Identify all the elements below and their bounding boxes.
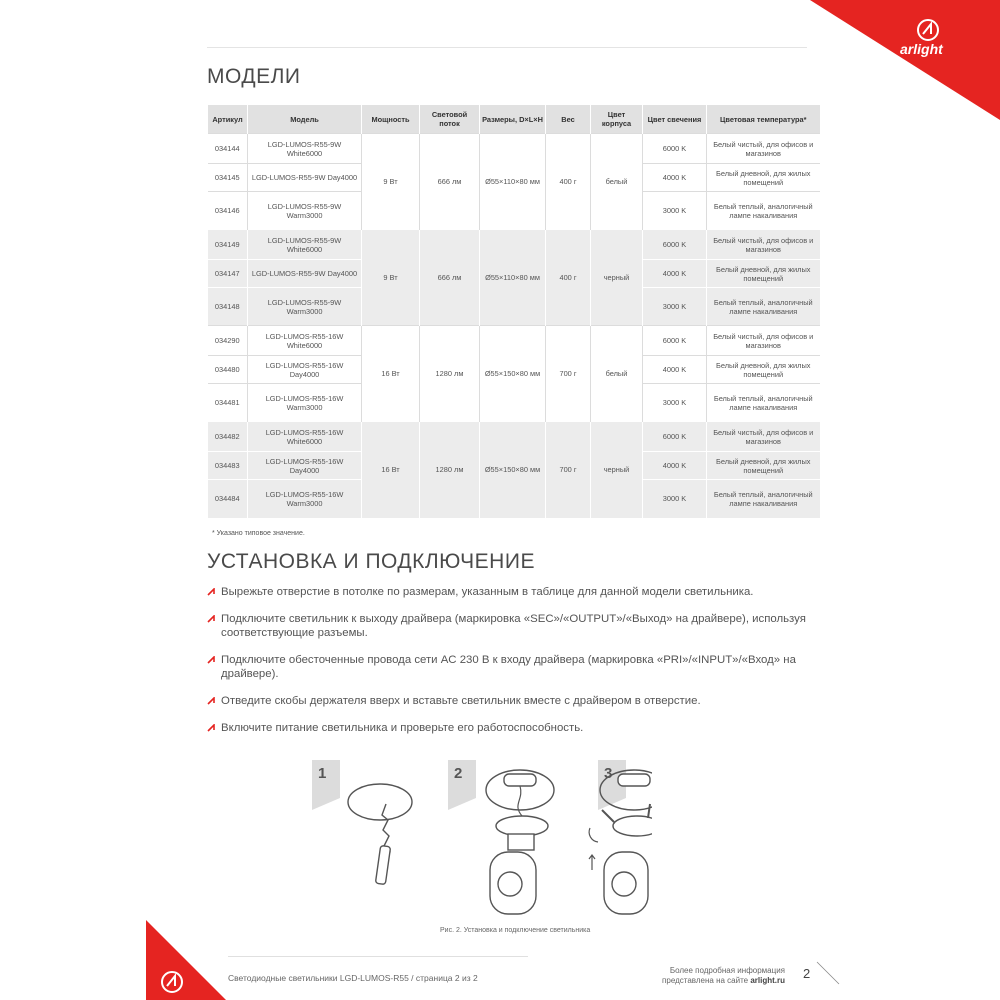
step-2-number: 2	[454, 765, 463, 782]
cell-size: Ø55×150×80 мм	[480, 326, 546, 422]
driver-box-icon	[504, 774, 536, 786]
cell-color-temp: Белый теплый, аналогичный лампе накаливания	[707, 192, 820, 230]
models-table	[207, 105, 820, 518]
up-arrow-icon	[589, 855, 595, 870]
red-arrow-bullet-icon	[207, 697, 215, 705]
cell-color-temp: Белый чистый, для офисов и магазинов	[707, 422, 820, 452]
install-step-text: Вырежьте отверстие в потолке по размерам, указанным в таблице для данной модели светильника.	[221, 586, 754, 598]
cell-color-temp: Белый теплый, аналогичный лампе накаливания	[707, 384, 820, 422]
cell-size: Ø55×110×80 мм	[480, 134, 546, 230]
mount-ring	[496, 816, 548, 836]
installation-figure	[312, 760, 652, 920]
cell-article: 034484	[208, 480, 248, 518]
cell-color-temp: Белый дневной, для жилых помещений	[707, 356, 820, 384]
figure-caption: Рис. 2. Установка и подключение светильника	[440, 927, 591, 934]
cell-model: LGD-LUMOS-R55-16W Warm3000	[248, 480, 362, 518]
table-row	[208, 134, 820, 164]
cell-power: 16 Вт	[362, 326, 420, 422]
footer-rule	[228, 956, 528, 957]
cell-glow-color: 4000 K	[643, 452, 707, 480]
cell-article: 034148	[208, 288, 248, 326]
install-step	[207, 585, 817, 599]
footer-corner-triangle	[146, 920, 226, 1000]
cell-article: 034149	[208, 230, 248, 260]
cell-model: LGD-LUMOS-R55-16W White6000	[248, 422, 362, 452]
install-step	[207, 694, 817, 708]
footer-more-info-line1: Более подробная информация	[669, 966, 785, 975]
cell-color-temp: Белый дневной, для жилых помещений	[707, 260, 820, 288]
cell-article: 034481	[208, 384, 248, 422]
step-1-number: 1	[318, 765, 327, 782]
install-step-text: Подключите обесточенные провода сети AC 230 В к входу драйвера (маркировка «PRI»/«INPUT»/«Вход» на драйвере).	[221, 654, 796, 680]
cell-color-temp: Белый чистый, для офисов и магазинов	[707, 134, 820, 164]
header-weight: Вес	[546, 105, 591, 134]
install-step	[207, 653, 817, 681]
cell-glow-color: 4000 K	[643, 356, 707, 384]
cell-glow-color: 4000 K	[643, 164, 707, 192]
footer-more-info	[662, 966, 785, 986]
figure-step-3	[589, 760, 652, 914]
lens-icon	[612, 872, 636, 896]
install-title: УСТАНОВКА И ПОДКЛЮЧЕНИЕ	[207, 550, 535, 573]
mount-ring	[613, 816, 652, 836]
cell-model: LGD-LUMOS-R55-9W Warm3000	[248, 288, 362, 326]
install-steps	[207, 585, 817, 748]
step-3-number: 3	[604, 765, 613, 782]
install-step	[207, 612, 817, 640]
cell-flux: 666 лм	[420, 230, 480, 326]
brand-corner	[810, 0, 1000, 120]
cell-color-temp: Белый дневной, для жилых помещений	[707, 164, 820, 192]
table-body	[208, 134, 820, 518]
table-header-row	[208, 105, 820, 134]
page-slash-decoration	[815, 960, 841, 986]
figure-step-2	[448, 760, 554, 914]
header-body-color: Цвет корпуса	[591, 105, 643, 134]
header-power: Мощность	[362, 105, 420, 134]
cell-flux: 1280 лм	[420, 326, 480, 422]
header-flux: Световой поток	[420, 105, 480, 134]
cell-color-temp: Белый чистый, для офисов и магазинов	[707, 326, 820, 356]
red-arrow-bullet-icon	[207, 656, 215, 664]
cell-model: LGD-LUMOS-R55-9W Day4000	[248, 164, 362, 192]
table-row	[208, 326, 820, 356]
red-arrow-bullet-icon	[207, 724, 215, 732]
cell-color-temp: Белый дневной, для жилых помещений	[707, 452, 820, 480]
cell-flux: 666 лм	[420, 134, 480, 230]
cell-glow-color: 3000 K	[643, 288, 707, 326]
install-step-text: Включите питание светильника и проверьте его работоспособность.	[221, 722, 584, 734]
cell-color-temp: Белый теплый, аналогичный лампе накаливания	[707, 480, 820, 518]
cell-glow-color: 6000 K	[643, 422, 707, 452]
saw-icon	[375, 845, 390, 884]
footer-more-info-line2	[662, 976, 785, 986]
cell-article: 034144	[208, 134, 248, 164]
cell-model: LGD-LUMOS-R55-16W Day4000	[248, 452, 362, 480]
cell-article: 034147	[208, 260, 248, 288]
cell-model: LGD-LUMOS-R55-16W Day4000	[248, 356, 362, 384]
header-color-temp: Цветовая температура*	[707, 105, 820, 134]
top-rule	[207, 47, 807, 48]
footer-site-link[interactable]: arlight.ru	[750, 976, 785, 985]
cell-body-color: белый	[591, 134, 643, 230]
cell-model: LGD-LUMOS-R55-9W White6000	[248, 134, 362, 164]
cell-weight: 700 г	[546, 422, 591, 518]
header-model: Модель	[248, 105, 362, 134]
cell-glow-color: 3000 K	[643, 384, 707, 422]
footer-doc-title: Светодиодные светильники LGD-LUMOS-R55 / страница 2 из 2	[228, 973, 478, 983]
cell-model: LGD-LUMOS-R55-9W Day4000	[248, 260, 362, 288]
cell-body-color: черный	[591, 422, 643, 518]
cell-body-color: белый	[591, 326, 643, 422]
cell-glow-color: 3000 K	[643, 480, 707, 518]
cell-flux: 1280 лм	[420, 422, 480, 518]
table-row	[208, 422, 820, 452]
cell-glow-color: 6000 K	[643, 326, 707, 356]
header-size: Размеры, D×L×H	[480, 105, 546, 134]
cell-weight: 400 г	[546, 134, 591, 230]
cell-article: 034482	[208, 422, 248, 452]
cell-article: 034480	[208, 356, 248, 384]
cell-glow-color: 6000 K	[643, 134, 707, 164]
cell-color-temp: Белый чистый, для офисов и магазинов	[707, 230, 820, 260]
models-title: МОДЕЛИ	[207, 65, 301, 88]
header-glow-color: Цвет свечения	[643, 105, 707, 134]
cell-glow-color: 4000 K	[643, 260, 707, 288]
footer-brand-corner	[146, 920, 226, 1000]
footer-more-info-prefix: представлена на сайте	[662, 976, 751, 985]
page-number: 2	[803, 966, 811, 981]
cell-size: Ø55×110×80 мм	[480, 230, 546, 326]
lens-icon	[498, 872, 522, 896]
install-step-text: Подключите светильник к выходу драйвера (маркировка «SEC»/«OUTPUT»/«Выход» на драйвере), используя соответствующие разъемы.	[221, 613, 806, 639]
bracket	[508, 834, 534, 850]
wire	[518, 786, 522, 816]
red-arrow-bullet-icon	[207, 615, 215, 623]
cell-article: 034290	[208, 326, 248, 356]
cell-body-color: черный	[591, 230, 643, 326]
cell-model: LGD-LUMOS-R55-16W Warm3000	[248, 384, 362, 422]
cell-article: 034146	[208, 192, 248, 230]
cell-power: 9 Вт	[362, 134, 420, 230]
cell-color-temp: Белый теплый, аналогичный лампе накаливания	[707, 288, 820, 326]
cell-power: 9 Вт	[362, 230, 420, 326]
header-article: Артикул	[208, 105, 248, 134]
install-step-text: Отведите скобы держателя вверх и вставьте светильник вместе с драйвером в отверстие.	[221, 695, 701, 707]
cell-glow-color: 6000 K	[643, 230, 707, 260]
figure-step-1	[312, 760, 412, 885]
cell-model: LGD-LUMOS-R55-9W Warm3000	[248, 192, 362, 230]
table-row	[208, 230, 820, 260]
red-arrow-bullet-icon	[207, 588, 215, 596]
cell-article: 034145	[208, 164, 248, 192]
ceiling-hole-outline	[348, 784, 412, 820]
cell-model: LGD-LUMOS-R55-9W White6000	[248, 230, 362, 260]
brand-corner-triangle	[810, 0, 1000, 120]
cell-glow-color: 3000 K	[643, 192, 707, 230]
cell-weight: 400 г	[546, 230, 591, 326]
install-step	[207, 721, 817, 735]
logo-text: arlight	[900, 41, 943, 57]
driver-box-icon	[618, 774, 650, 786]
cell-weight: 700 г	[546, 326, 591, 422]
cell-model: LGD-LUMOS-R55-16W White6000	[248, 326, 362, 356]
cell-power: 16 Вт	[362, 422, 420, 518]
table-footnote: * Указано типовое значение.	[212, 530, 305, 537]
cell-article: 034483	[208, 452, 248, 480]
cell-size: Ø55×150×80 мм	[480, 422, 546, 518]
rotate-arrow-icon	[589, 828, 598, 842]
